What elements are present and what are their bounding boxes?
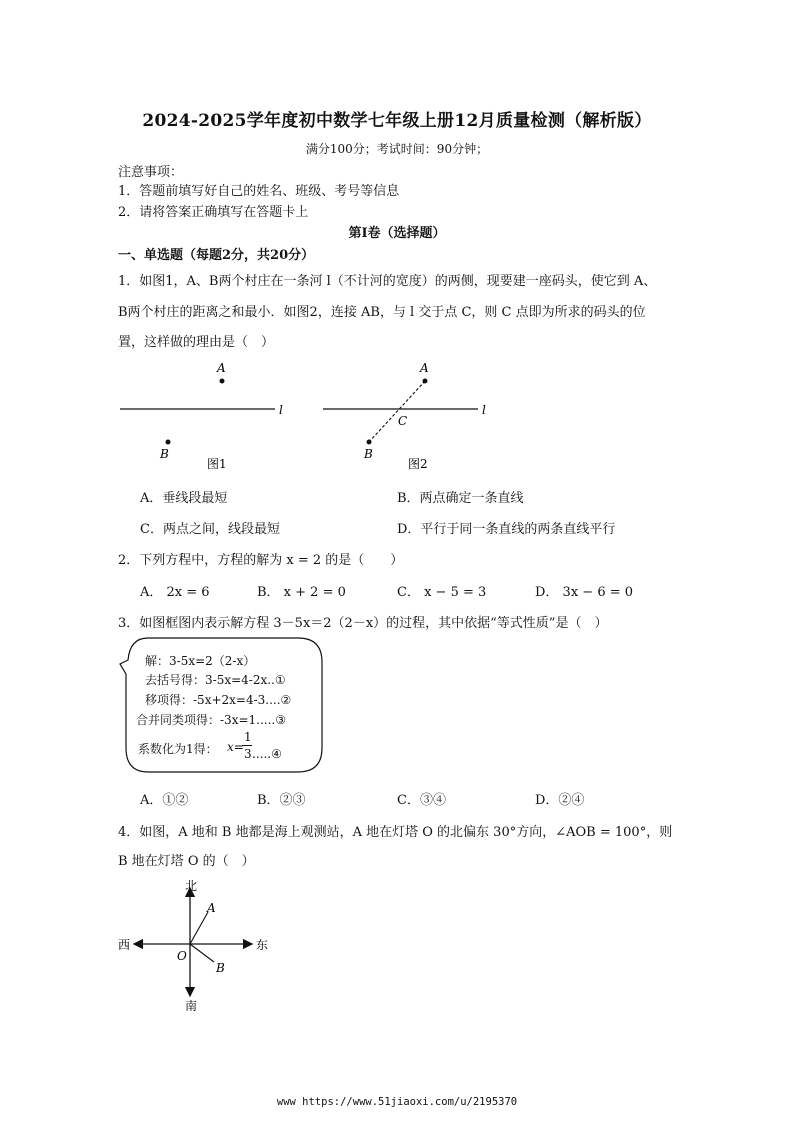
q3-box-line: 合并同类项得：-3x=1.....③ bbox=[136, 713, 286, 727]
label-b: B bbox=[160, 447, 169, 461]
q1-line: 置，这样做的理由是（ ） bbox=[118, 335, 275, 350]
q1-line: 1．如图1，A、B两个村庄在一条河 l（不计河的宽度）的两侧，现要建一座码头，使它到 A、 bbox=[118, 274, 657, 289]
q3-box-line: .....④ bbox=[252, 747, 282, 761]
q3-box-var: x= bbox=[227, 740, 244, 754]
volume-title: 第Ⅰ卷（选择题） bbox=[348, 226, 446, 241]
q3-box-line: 移项得：-5x+2x=4-3....② bbox=[145, 693, 292, 707]
q1-figure-1 bbox=[115, 360, 295, 475]
q3-option-d: D．②④ bbox=[535, 793, 585, 808]
q1-line: B两个村庄的距离之和最小．如图2，连接 AB，与 l 交于点 C，则 C 点即为所求的码头的位 bbox=[118, 305, 646, 320]
label-l: l bbox=[279, 403, 283, 417]
q3-box-line: 去括号得：3-5x=4-2x..① bbox=[145, 673, 286, 687]
ray-oa bbox=[190, 912, 208, 944]
q1-option-a: A．垂线段最短 bbox=[140, 491, 228, 506]
q2-option-b: B． x + 2 = 0 bbox=[257, 585, 346, 600]
notice-item: 2．请将答案正确填写在答题卡上 bbox=[118, 205, 309, 220]
q2-option-c: C． x − 5 = 3 bbox=[397, 585, 487, 600]
q3-stem: 3．如图框图内表示解方程 3－5x＝2（2－x）的过程，其中依据“等式性质”是（ ） bbox=[118, 616, 608, 631]
point-b bbox=[367, 440, 372, 445]
q3-box-line: 系数化为1得： bbox=[138, 742, 218, 756]
q3-option-c: C．③④ bbox=[397, 793, 446, 808]
q3-box-line: 解：3-5x=2（2-x） bbox=[145, 654, 256, 668]
notice-heading: 注意事项： bbox=[118, 165, 184, 180]
label-a: A bbox=[207, 901, 216, 915]
page-title: 2024-2025学年度初中数学七年级上册12月质量检测（解析版） bbox=[142, 111, 652, 131]
figure-caption: 图2 bbox=[408, 457, 428, 471]
label-a: A bbox=[420, 361, 429, 375]
label-l: l bbox=[482, 403, 486, 417]
point-a bbox=[220, 379, 225, 384]
q1-figure-2 bbox=[318, 360, 498, 475]
point-b bbox=[166, 440, 171, 445]
q4-line: B 地在灯塔 O 的（ ） bbox=[118, 854, 255, 869]
label-b: B bbox=[216, 961, 225, 975]
label-east: 东 bbox=[256, 938, 269, 952]
exam-info: 满分100分；考试时间：90分钟； bbox=[305, 142, 489, 156]
q2-option-a: A． 2x = 6 bbox=[140, 585, 210, 600]
q3-option-a: A．①② bbox=[140, 793, 189, 808]
fraction-bar bbox=[242, 745, 252, 746]
label-b: B bbox=[364, 447, 373, 461]
q4-line: 4．如图，A 地和 B 地都是海上观测站，A 地在灯塔 O 的北偏东 30°方向，∠AOB = 100°，则 bbox=[118, 825, 673, 840]
segment-ab bbox=[369, 381, 425, 442]
q3-box-numerator: 1 bbox=[244, 730, 252, 744]
notice-item: 1．答题前填写好自己的姓名、班级、考号等信息 bbox=[118, 184, 400, 199]
label-a: A bbox=[217, 361, 226, 375]
q1-option-d: D．平行于同一条直线的两条直线平行 bbox=[397, 522, 616, 537]
figure-caption: 图1 bbox=[207, 457, 227, 471]
label-west: 西 bbox=[118, 938, 131, 952]
q4-compass-figure bbox=[110, 876, 280, 1016]
q3-box-denominator: 3 bbox=[244, 747, 252, 761]
section-title: 一、单选题（每题2分，共20分） bbox=[118, 248, 315, 263]
label-o: O bbox=[177, 949, 187, 963]
q1-option-c: C．两点之间，线段最短 bbox=[140, 522, 280, 537]
q3-option-b: B．②③ bbox=[257, 793, 306, 808]
ray-ob bbox=[190, 944, 214, 962]
q2-stem: 2．下列方程中，方程的解为 x = 2 的是（ ） bbox=[118, 553, 404, 568]
point-a bbox=[423, 379, 428, 384]
q1-option-b: B．两点确定一条直线 bbox=[397, 491, 524, 506]
label-south: 南 bbox=[185, 999, 198, 1013]
q2-option-d: D． 3x − 6 = 0 bbox=[535, 585, 634, 600]
label-north: 北 bbox=[185, 879, 198, 893]
label-c: C bbox=[398, 414, 408, 428]
footer-url[interactable]: www https://www.51jiaoxi.com/u/2195370 bbox=[276, 1096, 518, 1108]
